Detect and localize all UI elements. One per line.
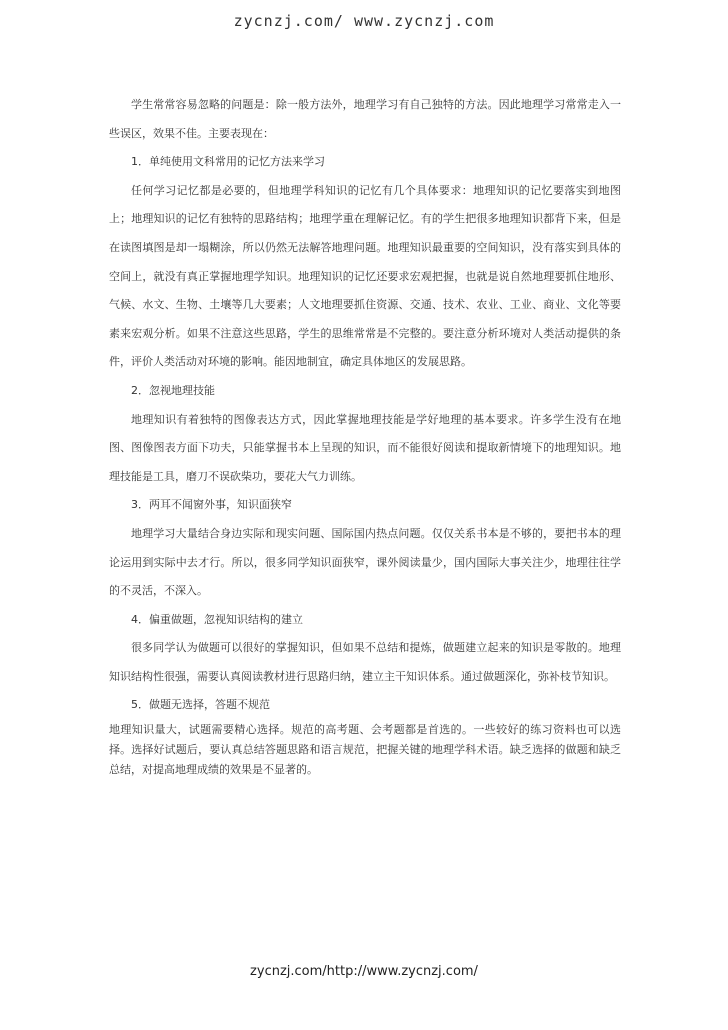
section-2-heading: 2．忽视地理技能 bbox=[131, 383, 215, 397]
section-4-body: 很多同学认为做题可以很好的掌握知识，但如果不总结和提炼，做题建立起来的知识是零散的。地理知识结构性很强，需要认真阅读教材进行思路归纳，建立主干知识体系。通过做题深化，弥补枝节知识。 bbox=[109, 641, 621, 683]
section-3-body: 地理学习大量结合身边实际和现实问题、国际国内热点问题。仅仅关系书本是不够的，要把书本的理论运用到实际中去才行。所以，很多同学知识面狭窄，课外阅读量少，国内国际大事关注少，地理往往学的不灵活，不深入。 bbox=[109, 526, 621, 598]
section-2-body: 地理知识有着独特的图像表达方式，因此掌握地理技能是学好地理的基本要求。许多学生没有在地图、图像图表方面下功夫，只能掌握书本上呈现的知识，而不能很好阅读和提取新情境下的地理知识。地理技能是工具，磨刀不误砍柴功，要花大气力训练。 bbox=[109, 412, 621, 483]
section-3-heading: 3．两耳不闻窗外事，知识面狭窄 bbox=[131, 498, 292, 512]
section-1-heading: 1．单纯使用文科常用的记忆方法来学习 bbox=[131, 155, 325, 169]
article-body bbox=[109, 91, 621, 780]
section-5-heading: 5．做题无选择，答题不规范 bbox=[131, 698, 270, 712]
intro-paragraph: 学生常常容易忽略的问题是：除一般方法外，地理学习有自己独特的方法。因此地理学习常常走入一些误区，效果不佳。主要表现在： bbox=[109, 98, 621, 140]
section-5-body: 地理知识量大，试题需要精心选择。规范的高考题、会考题都是首选的。一些较好的练习资料也可以选择。选择好试题后，要认真总结答题思路和语言规范，把握关键的地理学科术语。缺乏选择的做题和缺乏总结，对提高地理成绩的效果是不显著的。 bbox=[109, 723, 621, 777]
page-header: zycnzj.com/ www.zycnzj.com bbox=[233, 12, 495, 30]
section-1-body: 任何学习记忆都是必要的，但地理学科知识的记忆有几个具体要求：地理知识的记忆要落实到地图上；地理知识的记忆有独特的思路结构；地理学重在理解记忆。有的学生把很多地理知识都背下来，但是在读图填图是却一塌糊涂，所以仍然无法解答地理问题。地理知识最重要的空间知识，没有落实到具体的空间上，就没有真正掌握地理学知识。地理知识的记忆还要求宏观把握，也就是说自然地理要抓住地形、气候、水文、生物、土壤等几大要素；人文地理要抓住资源、交通、技术、农业、工业、商业、文化等要素来宏观分析。如果不注意这些思路，学生的思维常常是不完整的。要注意分析环境对人类活动提供的条件，评价人类活动对环境的影响。能因地制宜，确定具体地区的发展思路。 bbox=[109, 183, 621, 369]
page-footer: zycnzj.com/http://www.zycnzj.com/ bbox=[250, 964, 478, 979]
section-4-heading: 4．偏重做题，忽视知识结构的建立 bbox=[131, 612, 303, 626]
